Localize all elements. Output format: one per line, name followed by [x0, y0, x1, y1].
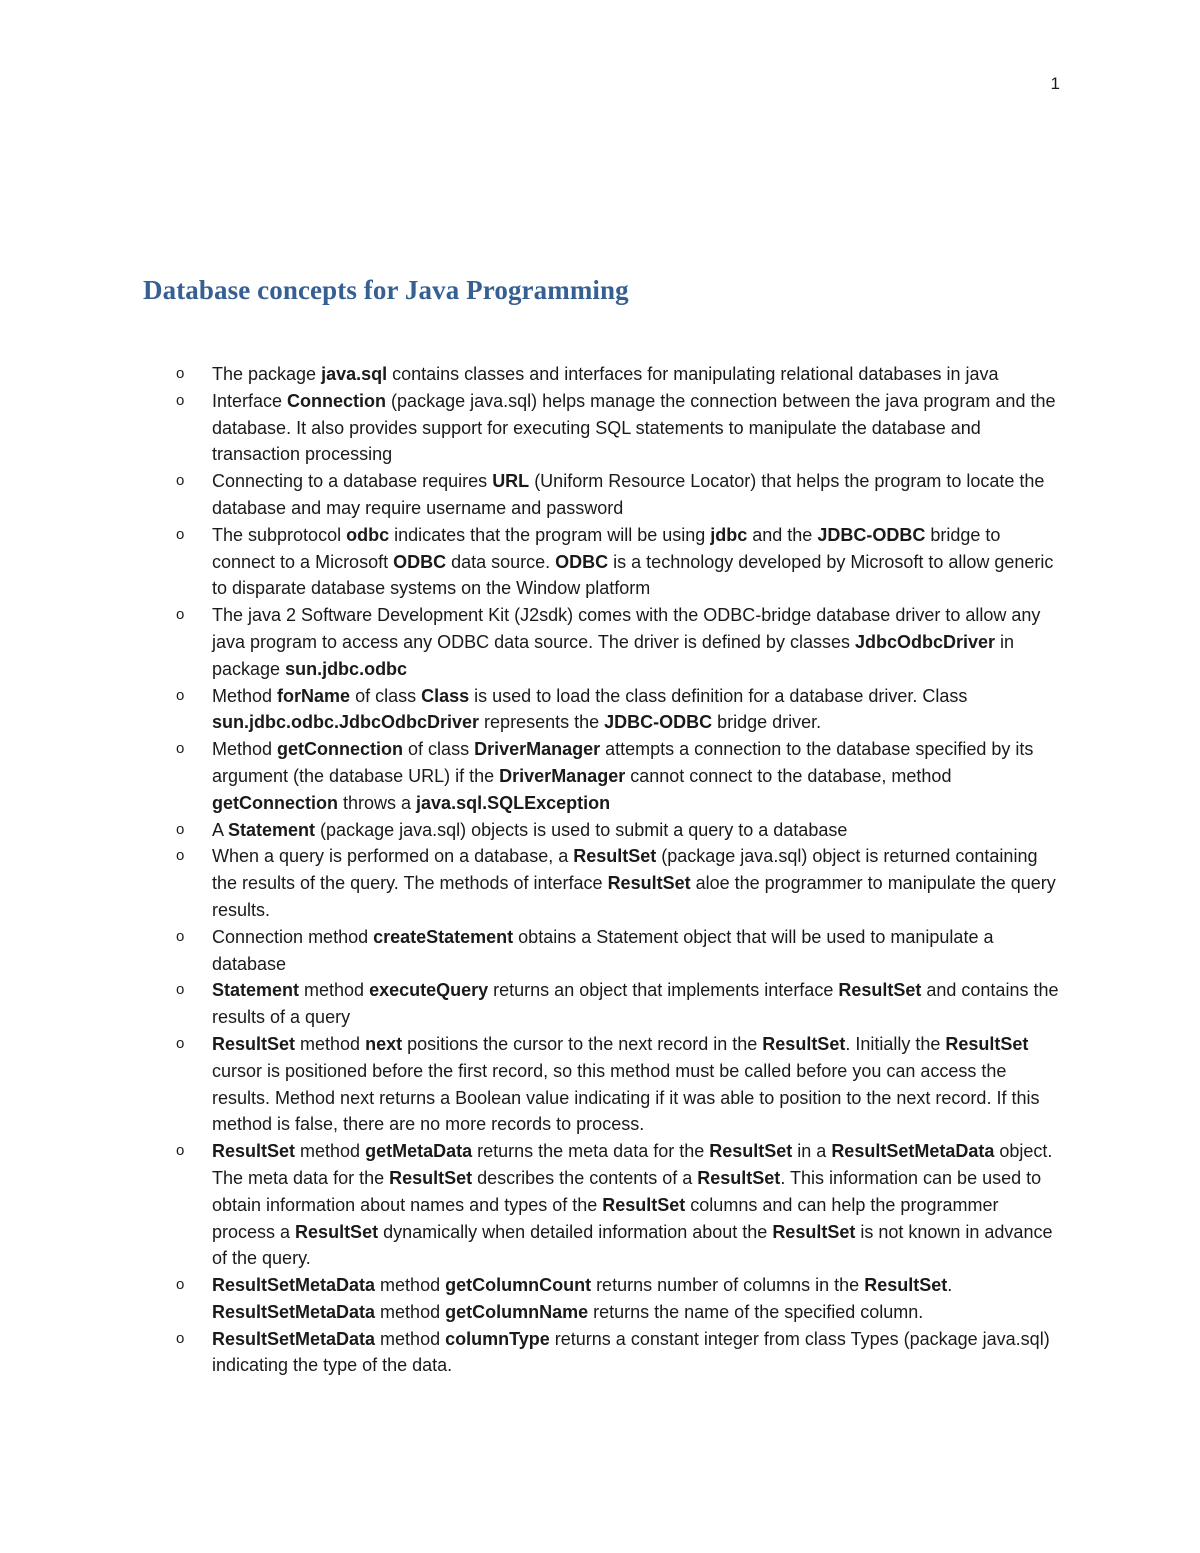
bold-term: JDBC-ODBC	[604, 712, 713, 733]
bullet-marker-icon: o	[176, 1329, 185, 1347]
text-run: describes the contents of a	[472, 1167, 698, 1188]
bold-term: ResultSet	[389, 1167, 473, 1188]
text-run: A	[212, 819, 229, 840]
bold-term: ODBC	[555, 551, 609, 572]
bold-term: Class	[421, 685, 470, 706]
bold-term: ResultSet	[607, 873, 691, 894]
bold-term: odbc	[346, 524, 390, 545]
bullet-marker-icon: o	[176, 1142, 185, 1160]
text-run: method	[375, 1275, 446, 1296]
page-number: 1	[1050, 74, 1060, 93]
bold-term: sun.jdbc.odbc	[285, 658, 408, 679]
list-item	[176, 683, 1064, 737]
bold-term: getConnection	[212, 792, 338, 813]
bullet-marker-icon: o	[176, 981, 185, 999]
text-run: (Uniform Resource Locator) that helps the program to locate the database and may require username and password	[212, 471, 1045, 518]
bold-term: JDBC-ODBC	[817, 524, 926, 545]
list-item	[176, 736, 1064, 816]
bold-term: Statement	[212, 980, 300, 1001]
bullet-marker-icon: o	[176, 820, 185, 838]
text-run: returns number of columns in the	[591, 1275, 865, 1296]
list-item	[176, 522, 1064, 602]
bold-term: ResultSetMetaData	[212, 1301, 376, 1322]
bullet-marker-icon: o	[176, 1276, 185, 1294]
text-run: method	[299, 980, 370, 1001]
bold-term: columnType	[445, 1328, 550, 1349]
bold-term: getConnection	[277, 739, 404, 760]
bold-term: Connection	[287, 390, 387, 411]
bold-term: DriverManager	[474, 739, 601, 760]
text-run: of class	[350, 685, 422, 706]
bold-term: ResultSet	[212, 1033, 296, 1054]
bullet-marker-icon: o	[176, 927, 185, 945]
list-item	[176, 388, 1064, 468]
list-item	[176, 1326, 1064, 1380]
text-run: is not known in advance of the query.	[212, 1221, 1053, 1269]
bullet-marker-icon: o	[176, 740, 185, 758]
list-item	[176, 1138, 1064, 1272]
text-run: When a query is performed on a database, a	[212, 846, 574, 867]
bold-term: ResultSet	[602, 1194, 686, 1215]
bold-term: JdbcOdbcDriver	[854, 631, 996, 652]
bold-term: ResultSet	[295, 1221, 379, 1242]
text-run: Connection method	[212, 926, 374, 947]
text-run: aloe the programmer to manipulate the query results.	[212, 873, 1056, 920]
text-run: of class	[403, 739, 475, 760]
bold-term: DriverManager	[499, 765, 626, 786]
list-item	[176, 817, 1064, 844]
text-run: returns an object that implements interface	[488, 980, 839, 1001]
text-run: is a technology developed by Microsoft to allow generic to disparate database systems on the Window platform	[212, 551, 1054, 599]
bold-term: ResultSetMetaData	[831, 1141, 995, 1162]
text-run: . This information can be used to obtain information about names and types of the	[212, 1167, 1042, 1215]
bullet-marker-icon: o	[176, 1034, 185, 1052]
text-run: cursor is positioned before the first record, so this method must be called before you can access the results. Method next returns a Boolean value indicating if it was able to position to the next record. If this method is false, there are no more records to process.	[212, 1060, 1040, 1135]
text-run: The subprotocol	[212, 524, 347, 545]
text-run: obtains a Statement object that will be used to manipulate a database	[212, 926, 994, 974]
text-run: cannot connect to the database, method	[625, 765, 952, 786]
text-run: object. The meta data for the	[212, 1141, 1053, 1188]
text-run: in a	[792, 1141, 832, 1162]
bold-term: ResultSet	[762, 1033, 846, 1054]
bold-term: java.sql	[321, 364, 388, 384]
list-item	[176, 843, 1064, 923]
bold-term: jdbc	[710, 524, 748, 545]
text-run: columns and can help the programmer process a	[212, 1194, 999, 1242]
bold-term: ResultSet	[945, 1033, 1029, 1054]
bullet-marker-icon: o	[176, 365, 185, 382]
text-run: returns the name of the specified column.	[588, 1301, 924, 1322]
text-run: Interface	[212, 390, 288, 411]
bold-term: ResultSet	[697, 1167, 781, 1188]
text-run: method	[295, 1033, 366, 1054]
bold-term: java.sql.SQLException	[416, 792, 611, 813]
bold-term: URL	[492, 471, 530, 492]
bold-term: ResultSet	[212, 1141, 296, 1162]
bold-term: ResultSet	[772, 1221, 856, 1242]
list-item	[176, 468, 1064, 522]
list-item	[176, 924, 1064, 978]
bold-term: forName	[277, 685, 351, 706]
bold-term: sun.jdbc.odbc.JdbcOdbcDriver	[212, 712, 480, 733]
text-run: data source.	[446, 551, 556, 572]
text-run: dynamically when detailed information about the	[378, 1221, 773, 1242]
text-run: Connecting to a database requires	[212, 471, 493, 492]
bold-term: ResultSet	[573, 846, 657, 867]
bold-term: createStatement	[373, 926, 514, 947]
text-run: throws a	[338, 792, 417, 813]
text-run: returns the meta data for the	[472, 1141, 710, 1162]
bold-term: getColumnName	[445, 1301, 589, 1322]
text-run: method	[375, 1328, 446, 1349]
bold-term: ResultSetMetaData	[212, 1328, 376, 1349]
bold-term: getMetaData	[365, 1141, 473, 1162]
text-run: method	[375, 1301, 446, 1322]
text-run: returns a constant integer from class Types (package java.sql) indicating the type of the data.	[212, 1328, 1050, 1376]
text-run: (package java.sql) object is returned containing the results of the query. The methods of interface	[212, 846, 1038, 894]
text-run: The package	[212, 364, 322, 384]
text-run: . Initially the	[845, 1033, 946, 1054]
bold-term: ResultSet	[838, 980, 922, 1001]
text-run: represents the	[479, 712, 605, 733]
text-run: method	[295, 1141, 366, 1162]
list-item	[176, 1272, 1064, 1326]
text-run: (package java.sql) objects is used to submit a query to a database	[315, 819, 848, 840]
list-item	[176, 361, 1064, 388]
bullet-marker-icon: o	[176, 391, 185, 409]
list-item	[176, 977, 1064, 1031]
text-run: contains classes and interfaces for manipulating relational databases in java	[387, 364, 999, 384]
bold-term: ResultSet	[709, 1141, 793, 1162]
text-run: bridge driver.	[712, 712, 822, 733]
list-item	[176, 1031, 1064, 1138]
text-run: positions the cursor to the next record in the	[402, 1033, 763, 1054]
text-run: is used to load the class definition for a database driver. Class	[469, 685, 968, 706]
bold-term: ResultSetMetaData	[212, 1275, 376, 1296]
text-run: bridge to connect to a Microsoft	[212, 524, 1001, 572]
text-run: and contains the results of a query	[212, 980, 1059, 1028]
bullet-marker-icon: o	[176, 686, 185, 704]
bold-term: Statement	[228, 819, 316, 840]
bold-term: ResultSet	[864, 1275, 948, 1296]
bold-term: ODBC	[393, 551, 447, 572]
text-run: and the	[747, 524, 818, 545]
bold-term: executeQuery	[369, 980, 489, 1001]
text-run: (package java.sql) helps manage the connection between the java program and the database. It also provides support for executing SQL statements to manipulate the database and transaction processing	[212, 390, 1056, 465]
bullet-marker-icon: o	[176, 525, 185, 543]
text-run: attempts a connection to the database specified by its argument (the database URL) if the	[212, 739, 1034, 786]
bullet-marker-icon: o	[176, 472, 185, 490]
text-run: Method	[212, 685, 278, 706]
bold-term: next	[365, 1033, 403, 1054]
document-title: Database concepts for Java Programming	[143, 275, 629, 305]
text-run: .	[947, 1275, 953, 1296]
text-run: indicates that the program will be using	[389, 524, 711, 545]
list-item	[176, 602, 1064, 682]
bullet-list	[176, 361, 1064, 1379]
text-run: Method	[212, 739, 278, 760]
bold-term: getColumnCount	[445, 1275, 592, 1296]
text-run: The java 2 Software Development Kit (J2sdk) comes with the ODBC-bridge database driver to allow any java program to access any ODBC data source. The driver is defined by classes	[212, 605, 1041, 652]
text-run: in package	[212, 631, 1015, 679]
bullet-marker-icon: o	[176, 606, 185, 624]
bullet-marker-icon: o	[176, 847, 185, 865]
